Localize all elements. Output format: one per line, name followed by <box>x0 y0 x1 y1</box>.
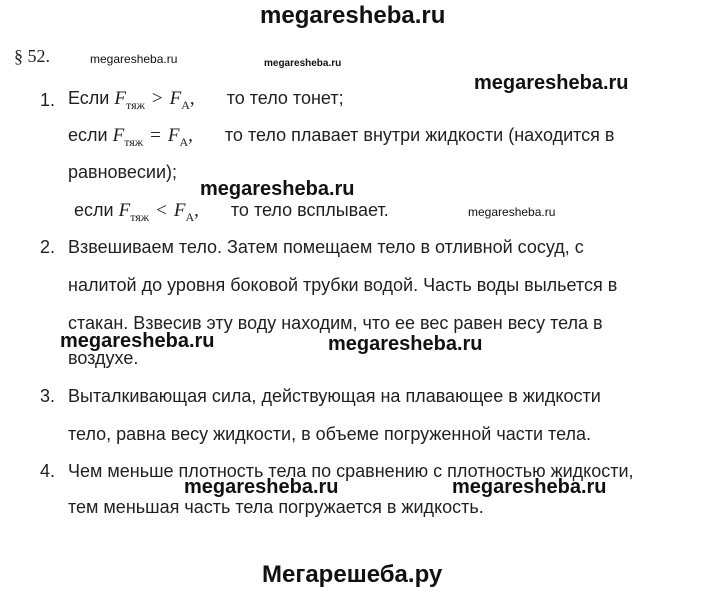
watermark-small-1: megaresheba.ru <box>90 52 178 66</box>
force-archimedes-symbol: F <box>167 125 180 146</box>
item4-number: 4. <box>40 461 56 481</box>
force-archimedes-subscript: А <box>185 209 195 224</box>
header-watermark: megaresheba.ru <box>260 2 446 29</box>
force-gravity-symbol: F <box>112 125 125 146</box>
force-gravity-symbol: F <box>118 200 131 221</box>
watermark-big-1: megaresheba.ru <box>474 72 629 94</box>
watermark-big-4: megaresheba.ru <box>328 333 483 355</box>
force-archimedes-symbol: F <box>169 88 182 109</box>
force-archimedes-symbol: F <box>173 200 186 221</box>
item3-line-2: тело, равна весу жидкости, в объеме погруженной части тела. <box>68 424 591 444</box>
item4-line-1: Чем меньше плотность тела по сравнению с плотностью жидкости, <box>68 461 634 481</box>
item1-line3-result: то тело всплывает. <box>230 200 389 220</box>
item1-line2-prefix: если <box>68 125 108 145</box>
section-number: § 52. <box>14 46 50 66</box>
force-gravity-symbol: F <box>114 88 126 109</box>
less-than-operator: < <box>156 200 167 221</box>
item2-number: 2. <box>40 237 56 257</box>
item1-line3-formula <box>118 200 199 224</box>
item1-line2-formula <box>112 125 193 149</box>
item1-line2-result: то тело плавает внутри жидкости (находится в <box>224 125 615 145</box>
item1-line2-continuation: равновесии); <box>68 162 178 182</box>
item2-line-2: налитой до уровня боковой трубки водой. Часть воды выльется в <box>68 275 618 295</box>
item1-line1-result: то тело тонет; <box>226 88 344 108</box>
item1-line2 <box>68 125 614 150</box>
force-gravity-subscript: тяж <box>124 134 144 149</box>
item1-line1-formula <box>114 88 195 112</box>
item1-number: 1. <box>40 90 56 110</box>
equals-operator: = <box>150 125 161 146</box>
force-archimedes-subscript: А <box>179 134 189 149</box>
watermark-big-6: megaresheba.ru <box>452 476 607 498</box>
watermark-small-2: megaresheba.ru <box>468 205 556 219</box>
item3-number: 3. <box>40 386 56 406</box>
watermark-big-3: megaresheba.ru <box>60 330 215 352</box>
watermark-tiny-1: megaresheba.ru <box>264 58 342 69</box>
footer-watermark: Мегарешеба.ру <box>262 561 443 588</box>
force-archimedes-subscript: А <box>181 97 190 112</box>
comma: , <box>189 88 195 109</box>
item1-line3-prefix: если <box>74 200 114 220</box>
item1-line1 <box>68 88 344 113</box>
watermark-big-2: megaresheba.ru <box>200 178 355 200</box>
item2-line-4: воздухе. <box>68 348 139 368</box>
comma: , <box>188 125 193 146</box>
item1-line1-prefix: Если <box>68 88 110 108</box>
item2-line-3: стакан. Взвесив эту воду находим, что ее вес равен весу тела в <box>68 313 603 333</box>
item1-line3 <box>74 200 389 225</box>
item4-line-2: тем меньшая часть тела погружается в жидкость. <box>68 497 484 517</box>
force-gravity-subscript: тяж <box>130 209 150 224</box>
comma: , <box>194 200 199 221</box>
watermark-big-5: megaresheba.ru <box>184 476 339 498</box>
force-gravity-subscript: тяж <box>126 97 145 112</box>
greater-than-operator: > <box>151 88 163 109</box>
item2-line-1: Взвешиваем тело. Затем помещаем тело в отливной сосуд, с <box>68 237 584 257</box>
item3-line-1: Выталкивающая сила, действующая на плавающее в жидкости <box>68 386 601 406</box>
